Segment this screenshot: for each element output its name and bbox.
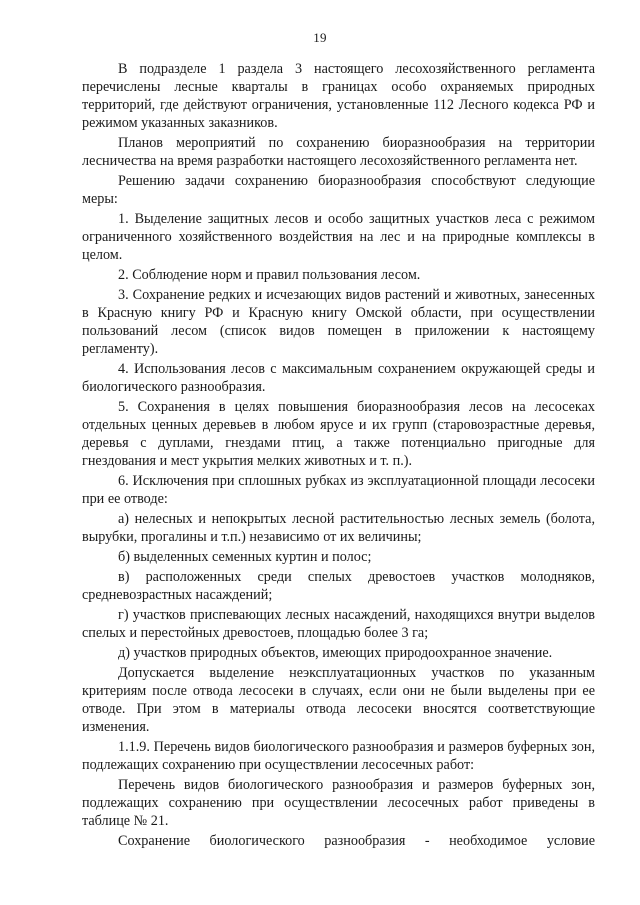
list-item: 6. Исключения при сплошных рубках из эксплуатационной площади лесосеки при ее отводе: (82, 473, 595, 507)
page-body (82, 60, 595, 852)
paragraph: В подразделе 1 раздела 3 настоящего лесохозяйственного регламента перечислены лесные кварталы в границах особо охраняемых природных территорий, где действуют ограничения, установленные 112 Лесного кодекса РФ и режимом указанных заказников. (82, 61, 595, 131)
paragraph: Перечень видов биологического разнообразия и размеров буферных зон, подлежащих сохранению при осуществлении лесосечных работ приведены в таблице № 21. (82, 777, 595, 829)
page-number: 19 (313, 30, 327, 45)
list-item: 2. Соблюдение норм и правил пользования лесом. (118, 267, 421, 283)
paragraph: Решению задачи сохранению биоразнообразия способствуют следующие меры: (82, 173, 595, 207)
paragraph: Допускается выделение неэксплуатационных участков по указанным критериям после отвода лесосеки в случаях, если они не были выделены при ее отводе. При этом в материалы отвода лесосеки вносятся соответствующие изменения. (82, 665, 595, 735)
sub-list-item: д) участков природных объектов, имеющих природоохранное значение. (118, 645, 553, 661)
section-heading: 1.1.9. Перечень видов биологического разнообразия и размеров буферных зон, подлежащих сохранению при осуществлении лесосечных работ: (82, 739, 595, 773)
paragraph: Сохранение биологического разнообразия - необходимое условие (118, 833, 595, 849)
list-item: 5. Сохранения в целях повышения биоразнообразия лесов на лесосеках отдельных ценных деревьев в любом ярусе и их групп (старовозрастные деревья, деревья с дуплами, гнездами птиц, а также потенциально пригодные для гнездования и мест укрытия мелких животных и т. п.). (82, 399, 595, 469)
sub-list-item: б) выделенных семенных куртин и полос; (118, 549, 372, 565)
list-item: 3. Сохранение редких и исчезающих видов растений и животных, занесенных в Красную книгу РФ и Красную книгу Омской области, при осуществлении пользований лесом (список видов помещен в приложении к настоящему регламенту). (82, 287, 595, 357)
sub-list-item: а) нелесных и непокрытых лесной растительностью лесных земель (болота, вырубки, прогалины и т.п.) независимо от их величины; (82, 511, 595, 545)
list-item: 1. Выделение защитных лесов и особо защитных участков леса с режимом ограниченного хозяйственного воздействия на лес и на природные комплексы в целом. (82, 211, 595, 263)
list-item: 4. Использования лесов с максимальным сохранением окружающей среды и биологического разнообразия. (82, 361, 595, 395)
paragraph: Планов мероприятий по сохранению биоразнообразия на территории лесничества на время разработки настоящего лесохозяйственного регламента нет. (82, 135, 595, 169)
sub-list-item: в) расположенных среди спелых древостоев участков молодняков, средневозрастных насаждений; (82, 569, 595, 603)
sub-list-item: г) участков приспевающих лесных насаждений, находящихся внутри выделов спелых и перестойных древостоев, площадью более 3 га; (82, 607, 595, 641)
